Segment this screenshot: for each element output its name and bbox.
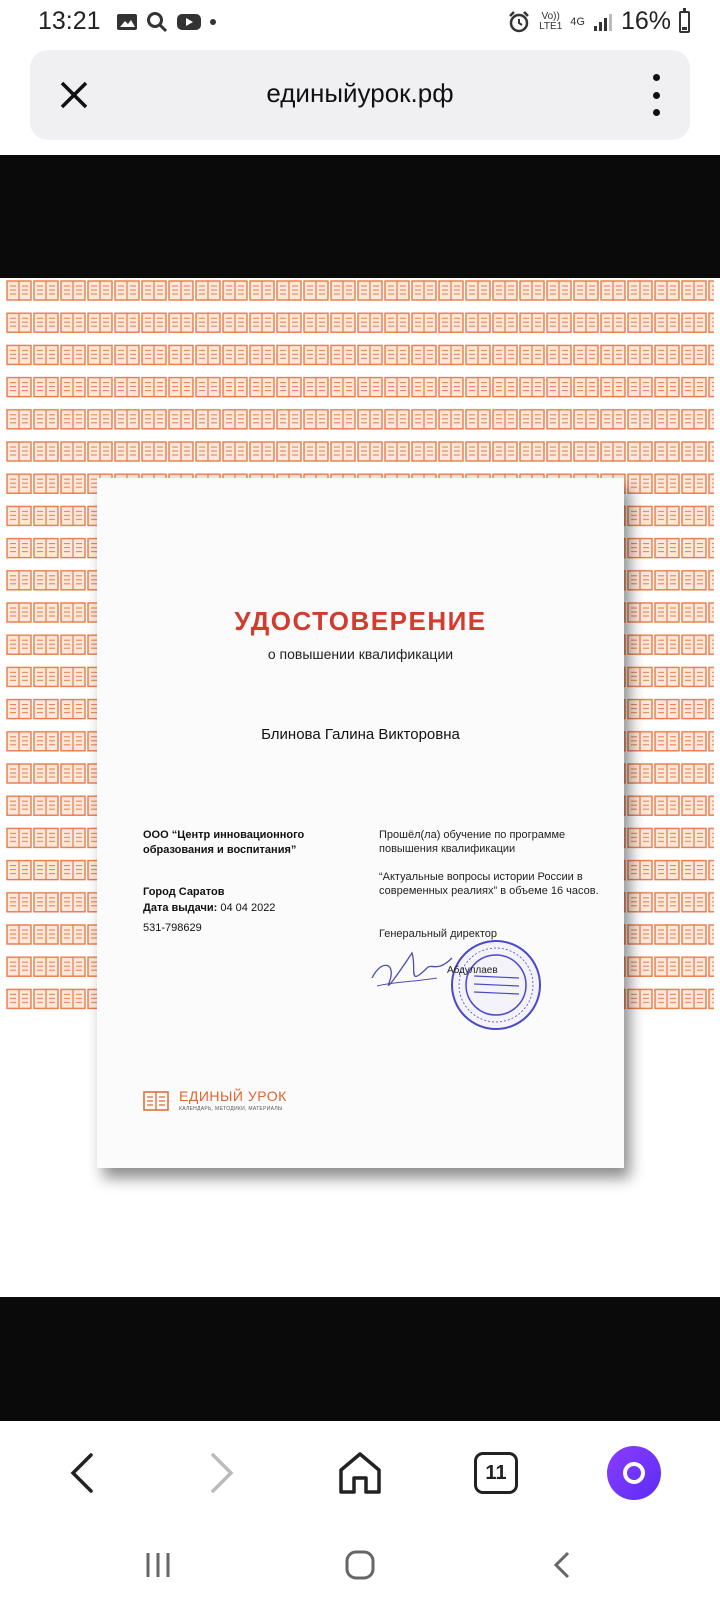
certificate-number: 531-798629 [143, 922, 202, 934]
signature-icon [367, 938, 457, 998]
organization-name: ООО “Центр инновационного образования и воспитания” [143, 829, 305, 856]
alice-icon [607, 1446, 661, 1500]
course-text: “Актуальные вопросы истории России в современных реалиях” в объеме 16 часов. [379, 871, 599, 897]
issue-date-value: 04 04 2022 [220, 902, 276, 914]
alice-assistant-button[interactable] [604, 1443, 664, 1503]
signal-icon [593, 12, 613, 32]
more-menu-icon[interactable] [650, 74, 662, 116]
stamp-icon [449, 938, 543, 1032]
status-right [507, 7, 690, 36]
battery-percent: 16% [620, 7, 671, 35]
recent-apps-icon[interactable] [138, 1545, 178, 1585]
tabs-button[interactable] [466, 1443, 526, 1503]
certificate [97, 478, 624, 1168]
director-name: Абдуллаев [447, 965, 498, 976]
letterbox-top [0, 155, 720, 278]
recipient-name: Блинова Галина Викторовна [261, 726, 460, 743]
certificate-title: УДОСТОВЕРЕНИЕ [234, 606, 487, 636]
battery-icon [679, 11, 690, 33]
issue-date [143, 902, 275, 914]
logo-tagline: КАЛЕНДАРЬ, МЕТОДИКИ, МАТЕРИАЛЫ [179, 1106, 283, 1112]
home-icon [335, 1448, 385, 1498]
status-left-icons [116, 10, 216, 34]
browser-bottom-nav [0, 1421, 720, 1531]
certificate-subtitle: о повышении квалификации [267, 646, 454, 662]
home-button[interactable] [330, 1443, 390, 1503]
forward-button[interactable] [192, 1443, 252, 1503]
system-nav-bar [0, 1531, 720, 1600]
alarm-icon [507, 10, 531, 34]
tabs-count: 11 [474, 1452, 518, 1494]
close-icon[interactable] [54, 75, 94, 115]
logo-text: ЕДИНЫЙ УРОК [179, 1088, 287, 1104]
letterbox-bottom [0, 1297, 720, 1421]
battery-fill [682, 27, 687, 30]
network-type: 4G [570, 15, 585, 28]
back-system-icon[interactable] [542, 1545, 582, 1585]
search-icon [146, 11, 168, 33]
back-button[interactable] [52, 1443, 112, 1503]
network-label: Vo)) LTE1 [539, 10, 563, 32]
notification-dot-icon [210, 19, 216, 25]
address-bar[interactable] [30, 50, 690, 140]
url-text[interactable]: единыйурок.рф [266, 78, 454, 108]
image-icon [116, 12, 138, 32]
director-title: Генеральный директор [379, 928, 497, 940]
completion-text: Прошёл(ла) обучение по программе повышения квалификации [379, 829, 566, 855]
status-time: 13:21 [38, 7, 101, 35]
status-bar [0, 0, 720, 44]
issue-date-label: Дата выдачи: [143, 902, 218, 914]
chevron-right-icon [207, 1451, 237, 1495]
city: Город Саратов [143, 886, 225, 898]
book-logo-icon [143, 1090, 169, 1112]
youtube-icon [176, 12, 202, 32]
home-system-icon[interactable] [340, 1545, 380, 1585]
chevron-left-icon [67, 1451, 97, 1495]
